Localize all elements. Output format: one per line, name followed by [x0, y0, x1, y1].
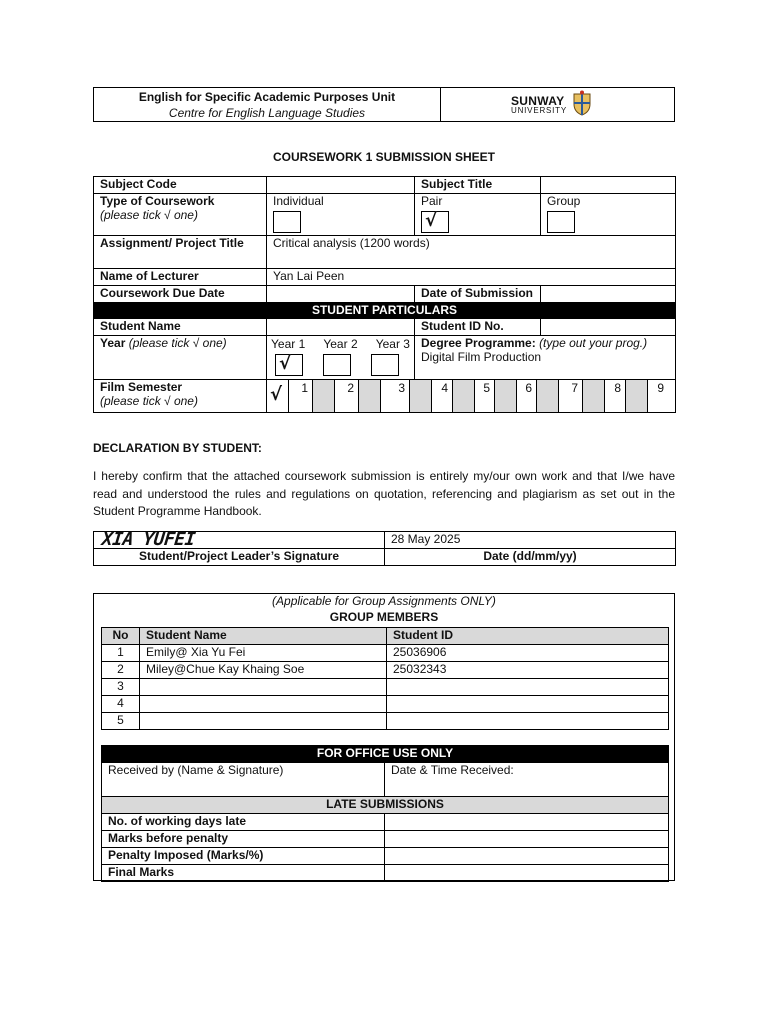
row-name[interactable]: [140, 713, 387, 730]
semester-option-3: [359, 380, 410, 412]
semester-option-2: [313, 380, 359, 412]
student-name-label: Student Name: [94, 319, 267, 336]
sheet-title: COURSEWORK 1 SUBMISSION SHEET: [272, 150, 496, 164]
due-date-value[interactable]: [267, 286, 415, 303]
year-1-checkbox[interactable]: [275, 354, 303, 376]
row-name[interactable]: [140, 679, 387, 696]
semester-option-8: [583, 380, 626, 412]
semester-option-5: [453, 380, 495, 412]
table-row: [102, 679, 669, 696]
tick-icon: √: [270, 384, 283, 405]
semester-7-label: 7: [571, 381, 578, 395]
year-label-cell: [94, 336, 267, 380]
programme-label: Degree Programme:: [421, 336, 536, 350]
signature-value-cell: [94, 529, 385, 550]
row-id[interactable]: [387, 696, 669, 713]
col-header-id: Student ID: [387, 628, 669, 645]
group-office-box: [93, 593, 675, 881]
tick-icon: √: [425, 210, 438, 231]
student-id-label: Student ID No.: [415, 319, 541, 336]
table-row: [102, 645, 669, 662]
semester-6-checkbox[interactable]: [495, 380, 517, 412]
type-cell: [94, 194, 267, 236]
tick-icon: √: [279, 353, 292, 374]
row-no: 4: [102, 696, 140, 713]
semester-9-label: 9: [657, 381, 664, 395]
signature-table: [93, 531, 676, 566]
semester-2-label: 2: [347, 381, 354, 395]
semester-option-9: [626, 380, 668, 412]
semester-hint: (please tick √ one): [100, 394, 198, 408]
received-by-field[interactable]: Received by (Name & Signature): [102, 763, 385, 797]
row-no: 2: [102, 662, 140, 679]
row-id[interactable]: [387, 679, 669, 696]
student-id-value[interactable]: [541, 319, 676, 336]
semester-2-checkbox[interactable]: [313, 380, 335, 412]
table-row: [102, 696, 669, 713]
individual-cell: [267, 194, 415, 236]
individual-label: Individual: [273, 194, 324, 208]
row-id[interactable]: 25032343: [387, 662, 669, 679]
individual-checkbox[interactable]: [273, 211, 301, 233]
year-2-checkbox[interactable]: [323, 354, 351, 376]
assignment-label: Assignment/ Project Title: [94, 236, 267, 269]
pair-checkbox[interactable]: [421, 211, 449, 233]
office-use-table: [101, 745, 669, 882]
group-note: (Applicable for Group Assignments ONLY): [272, 594, 496, 608]
submission-date-value[interactable]: [541, 286, 676, 303]
col-header-no: No: [102, 628, 140, 645]
submission-date-label: Date of Submission: [415, 286, 541, 303]
semester-7-checkbox[interactable]: [537, 380, 559, 412]
penalty-imposed-label: Penalty Imposed (Marks/%): [102, 848, 385, 865]
semester-options-cell: [267, 380, 676, 413]
semester-8-checkbox[interactable]: [583, 380, 605, 412]
type-label: Type of Coursework: [100, 194, 215, 208]
declaration-title: DECLARATION BY STUDENT:: [93, 441, 262, 455]
semester-4-checkbox[interactable]: [410, 380, 432, 412]
assignment-value[interactable]: Critical analysis (1200 words): [267, 236, 676, 269]
semester-1-label: 1: [301, 381, 308, 395]
semester-option-7: [537, 380, 583, 412]
crest-icon: [571, 90, 593, 116]
student-name-value[interactable]: [267, 319, 415, 336]
programme-value[interactable]: Digital Film Production: [421, 350, 542, 364]
type-hint: (please tick √ one): [100, 208, 198, 222]
group-members-table: [101, 627, 669, 730]
row-id[interactable]: [387, 713, 669, 730]
semester-1-checkbox[interactable]: [267, 380, 289, 412]
penalty-imposed-value[interactable]: [385, 848, 669, 865]
centre-name: Centre for English Language Studies: [168, 106, 366, 120]
group-label: Group: [547, 194, 581, 208]
year-hint: (please tick √ one): [128, 336, 227, 350]
semester-option-6: [495, 380, 537, 412]
table-row: [102, 662, 669, 679]
semester-8-label: 8: [614, 381, 621, 395]
semester-5-label: 5: [483, 381, 490, 395]
semester-options: [267, 380, 675, 412]
header-text-cell: [94, 88, 441, 121]
year-1-label: Year 1: [271, 337, 306, 351]
row-no: 3: [102, 679, 140, 696]
group-checkbox[interactable]: [547, 211, 575, 233]
student-particulars-bar: STUDENT PARTICULARS: [94, 303, 676, 319]
office-use-bar: FOR OFFICE USE ONLY: [102, 746, 669, 763]
semester-label: Film Semester: [100, 380, 183, 394]
row-no: 1: [102, 645, 140, 662]
semester-option-4: [410, 380, 453, 412]
logo-wordmark: SUNWAY: [511, 94, 565, 108]
row-name[interactable]: Miley@Chue Kay Khaing Soe: [140, 662, 387, 679]
semester-option-1: [267, 380, 313, 412]
year-options-cell: [267, 336, 415, 380]
lecturer-value[interactable]: Yan Lai Peen: [267, 269, 676, 286]
semester-9-checkbox[interactable]: [626, 380, 648, 412]
semester-5-checkbox[interactable]: [453, 380, 475, 412]
semester-label-cell: [94, 380, 267, 413]
year-3-checkbox[interactable]: [371, 354, 399, 376]
sunway-logo: [511, 94, 601, 118]
pair-label: Pair: [421, 194, 443, 208]
subject-code-value[interactable]: [267, 177, 415, 194]
semester-3-checkbox[interactable]: [359, 380, 381, 412]
row-name[interactable]: [140, 696, 387, 713]
final-marks-value[interactable]: [385, 865, 669, 882]
semester-4-label: 4: [441, 381, 448, 395]
table-row: [102, 713, 669, 730]
declaration-text: I hereby confirm that the attached coursework submission is entirely my/our own work and that I/we have read and understood the rules and regulations on quotation, referencing and plagiarism as set out in the Student Programme Handbook.: [93, 469, 675, 518]
marks-before-penalty-value[interactable]: [385, 831, 669, 848]
programme-hint: (type out your prog.): [539, 336, 648, 350]
year-3-label: Year 3: [375, 337, 410, 351]
declaration-date-value[interactable]: 28 May 2025: [385, 532, 676, 549]
date-time-received-field[interactable]: Date & Time Received:: [385, 763, 669, 797]
row-no: 5: [102, 713, 140, 730]
pair-cell: [415, 194, 541, 236]
row-name[interactable]: Emily@ Xia Yu Fei: [140, 645, 387, 662]
student-signature[interactable]: XIA YUFEI: [100, 529, 197, 550]
late-submissions-header: LATE SUBMISSIONS: [102, 797, 669, 814]
programme-cell: [415, 336, 676, 380]
semester-3-label: 3: [398, 381, 405, 395]
logo-subword: UNIVERSITY: [511, 106, 568, 115]
year-label: Year: [100, 336, 126, 350]
due-date-label: Coursework Due Date: [94, 286, 267, 303]
group-title: GROUP MEMBERS: [329, 610, 439, 624]
marks-before-penalty-label: Marks before penalty: [102, 831, 385, 848]
year-2-label: Year 2: [323, 337, 358, 351]
lecturer-label: Name of Lecturer: [94, 269, 267, 286]
col-header-name: Student Name: [140, 628, 387, 645]
unit-name: English for Specific Academic Purposes Unit: [138, 90, 396, 104]
subject-title-label: Subject Title: [415, 177, 541, 194]
subject-title-value[interactable]: [541, 177, 676, 194]
subject-code-label: Subject Code: [94, 177, 267, 194]
header-box: [93, 87, 675, 122]
date-label: Date (dd/mm/yy): [385, 549, 676, 566]
logo-cell: [441, 88, 674, 121]
row-id[interactable]: 25036906: [387, 645, 669, 662]
final-marks-label: Final Marks: [102, 865, 385, 882]
semester-6-label: 6: [525, 381, 532, 395]
signature-label: Student/Project Leader’s Signature: [94, 549, 385, 566]
days-late-label: No. of working days late: [102, 814, 385, 831]
coursework-table: [93, 176, 676, 413]
group-cell: [541, 194, 676, 236]
days-late-value[interactable]: [385, 814, 669, 831]
